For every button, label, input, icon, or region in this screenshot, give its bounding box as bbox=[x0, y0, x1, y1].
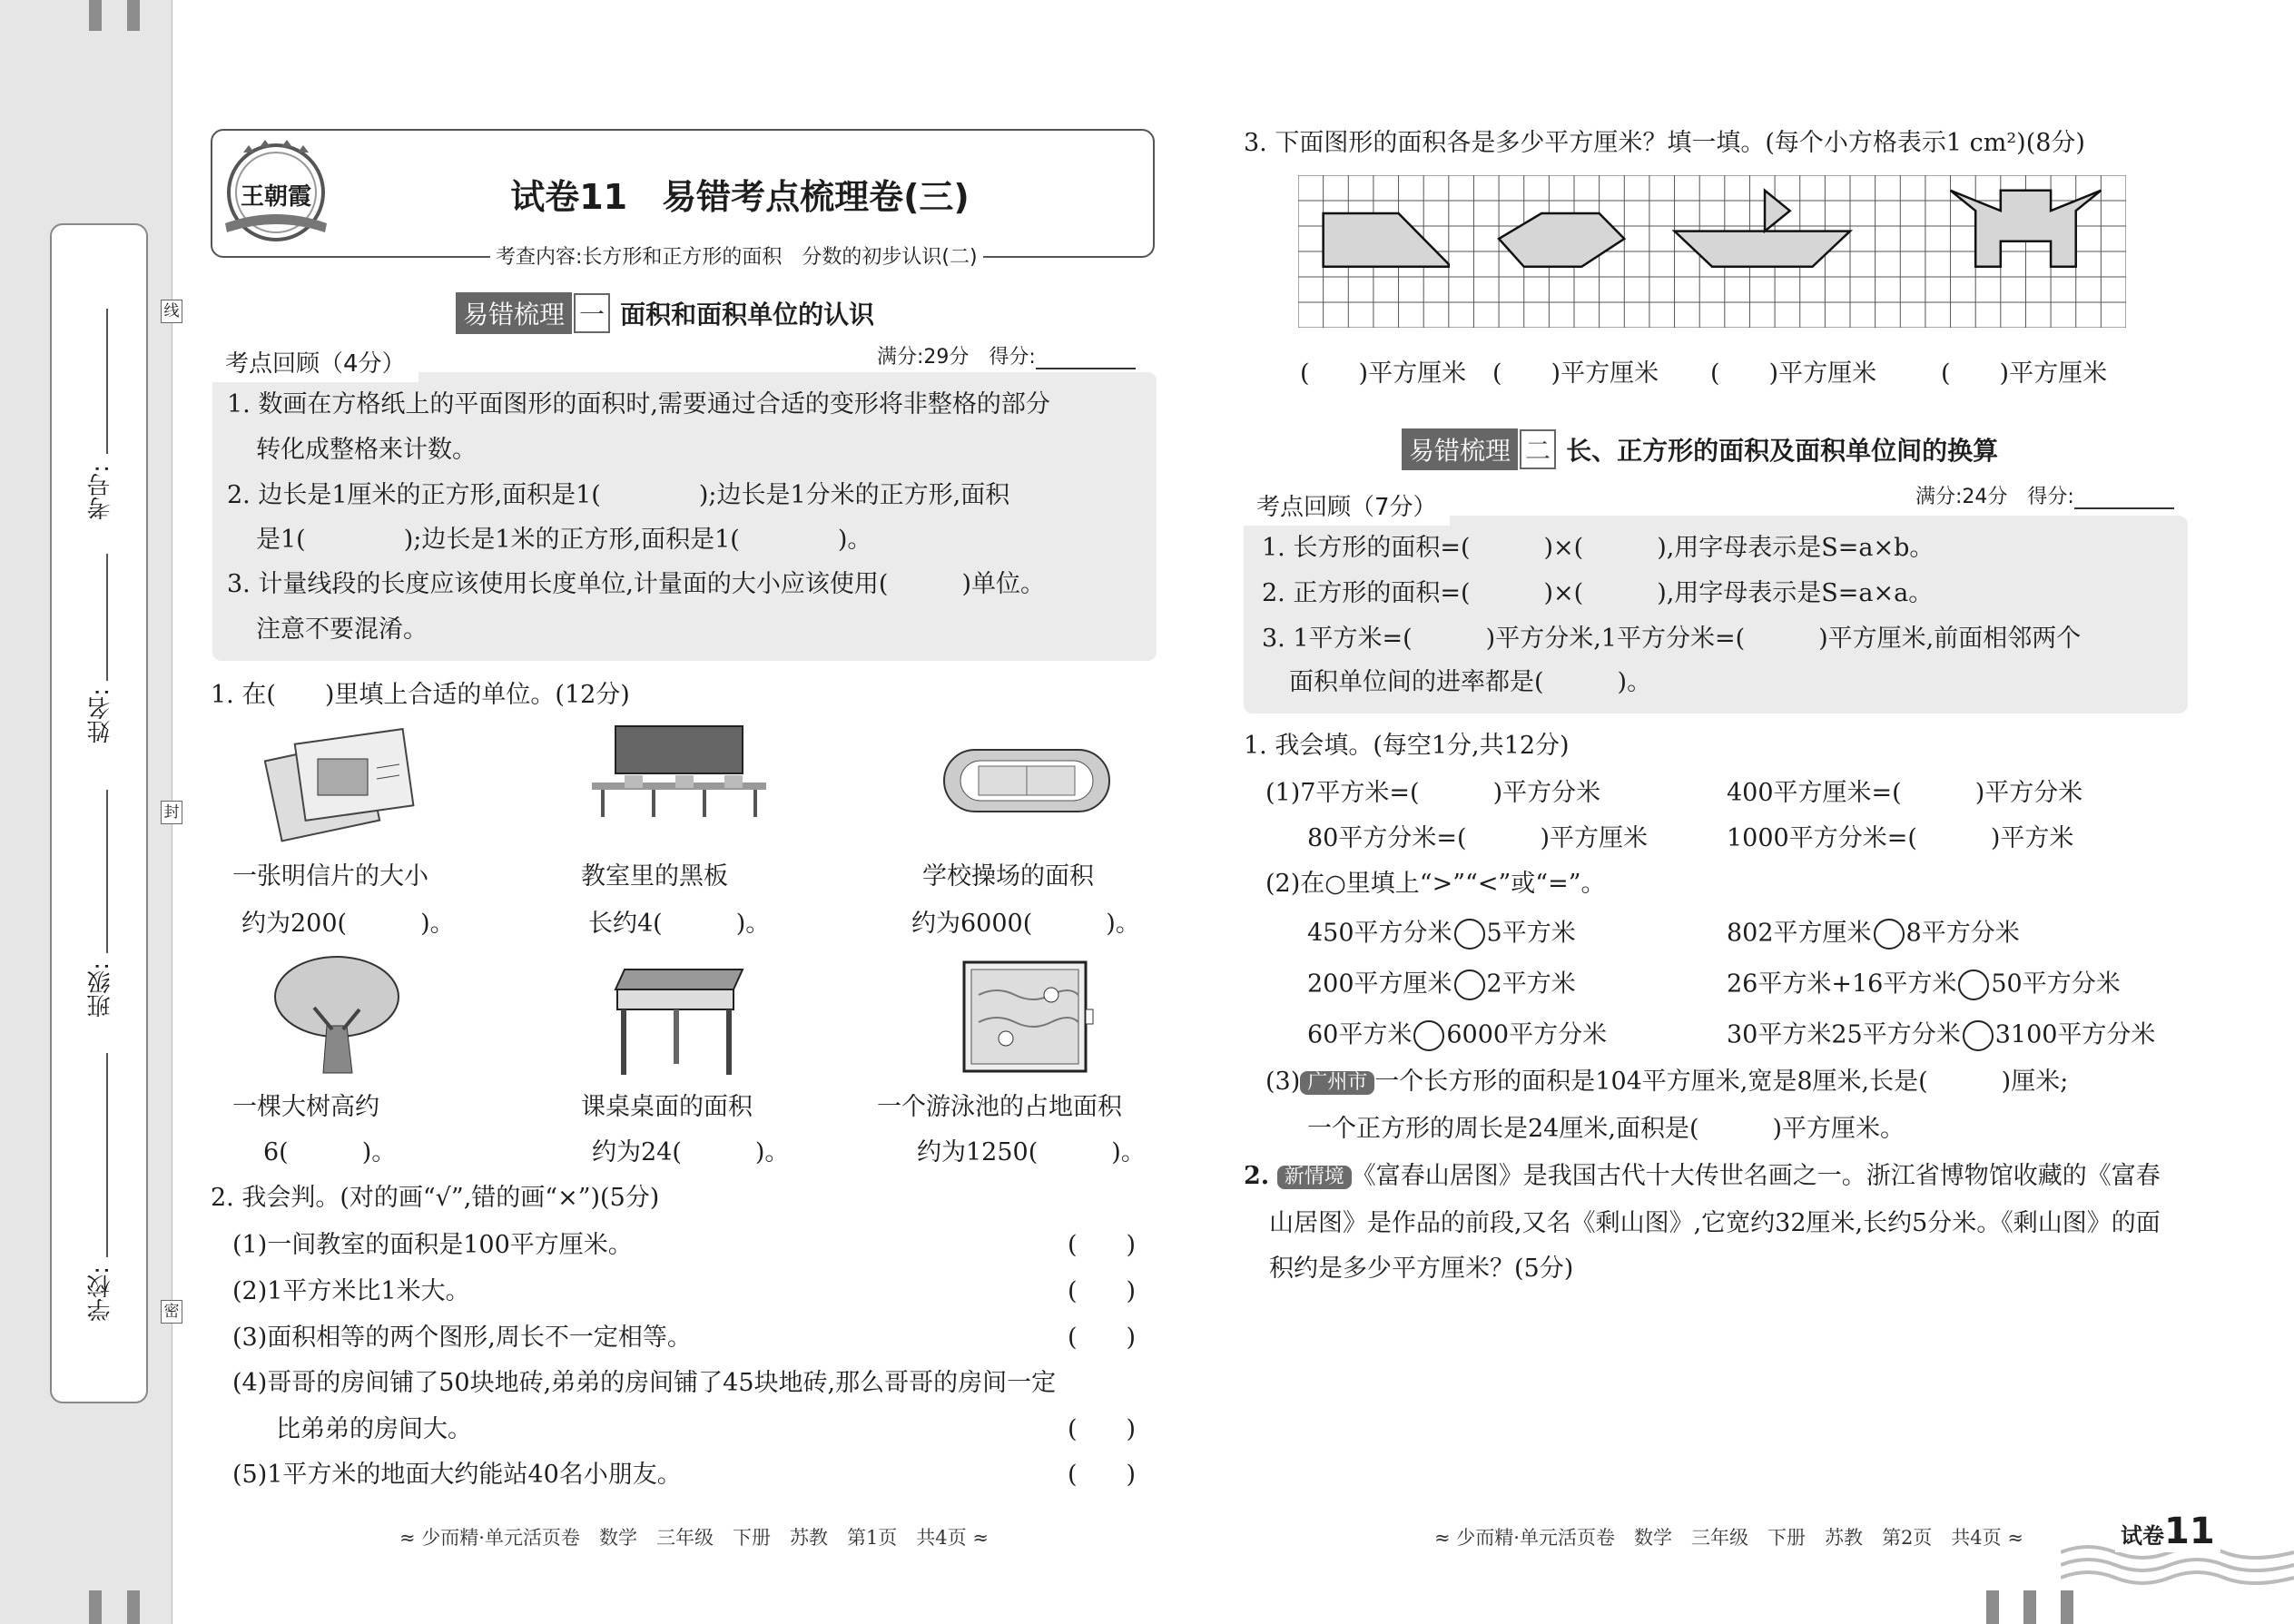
q2-answer-1[interactable]: ( ) bbox=[1068, 1231, 1137, 1259]
s1-point-2b: 是1( );边长是1米的正方形,面积是1( )。 bbox=[256, 526, 872, 554]
r2-line1 bbox=[1244, 1164, 2161, 1189]
student-info-box bbox=[50, 223, 148, 1403]
seal-mark-feng: 封 bbox=[161, 801, 182, 824]
s1-point-1b: 转化成整格来计数。 bbox=[256, 436, 477, 464]
q2-item-2: (2)1平方米比1米大。 bbox=[232, 1277, 470, 1305]
section1-score-field[interactable] bbox=[1036, 346, 1136, 369]
section1-tag: 易错梳理 bbox=[456, 292, 572, 334]
corner-page-label bbox=[2115, 1511, 2220, 1552]
q1-item2-line2[interactable]: 长约4( )。 bbox=[588, 910, 771, 938]
compare-row-1-left bbox=[1307, 919, 1576, 950]
compare-1-right-b: 8平方分米 bbox=[1905, 919, 2020, 948]
s1-point-1a: 1. 数画在方格纸上的平面图形的面积时,需要通过合适的变形将非整格的部分 bbox=[227, 390, 1050, 418]
register-mark bbox=[127, 0, 140, 31]
compare-1-left-b: 5平方米 bbox=[1486, 919, 1576, 948]
exam-number-label: 考号: bbox=[87, 465, 114, 520]
r1-compare-title: (2)在○里填上“>”“<”或“=”。 bbox=[1265, 870, 1606, 898]
postcard-icon bbox=[263, 723, 418, 850]
blackboard-icon bbox=[588, 723, 770, 822]
compare-1-right-a: 802平方厘米 bbox=[1727, 919, 1872, 948]
r1-part3-line1 bbox=[1265, 1069, 2068, 1095]
register-mark bbox=[1986, 1590, 1999, 1624]
class-label: 班级: bbox=[87, 962, 114, 1018]
section1-title: 面积和面积单位的认识 bbox=[620, 300, 875, 330]
compare-2-right-b: 50平方分米 bbox=[1991, 969, 2121, 999]
s1-point-2a: 2. 边长是1厘米的正方形,面积是1( );边长是1分米的正方形,面积 bbox=[227, 481, 1010, 509]
q1-item4-line1: 一棵大树高约 bbox=[232, 1093, 379, 1121]
register-mark bbox=[89, 1590, 102, 1624]
q1-item5-line1: 课桌桌面的面积 bbox=[581, 1093, 753, 1121]
grid-paper bbox=[1298, 175, 2126, 328]
section1-review-label: 考点回顾（4分） bbox=[212, 341, 418, 382]
r1-part3-line2[interactable]: 一个正方形的周长是24厘米,面积是( )平方厘米。 bbox=[1307, 1115, 1905, 1143]
shape-sail bbox=[1765, 191, 1790, 231]
register-mark bbox=[2023, 1590, 2036, 1624]
q3-answer-1[interactable]: ( )平方厘米 bbox=[1300, 359, 1467, 388]
school-label: 学校: bbox=[87, 1266, 114, 1322]
compare-row-2-right bbox=[1727, 969, 2121, 1000]
r2-text1: 《富春山居图》是我国古代十大传世名画之一。浙江省博物馆收藏的《富春 bbox=[1351, 1162, 2161, 1190]
compare-3-right-a: 30平方米25平方分米 bbox=[1727, 1020, 1961, 1049]
section2-score bbox=[1915, 481, 2174, 509]
compare-row-1-right bbox=[1727, 919, 2020, 950]
register-mark bbox=[89, 0, 102, 31]
compare-2-left-a: 200平方厘米 bbox=[1307, 969, 1452, 999]
s2-point-1: 1. 长方形的面积=( )×( ),用字母表示是S=a×b。 bbox=[1262, 534, 1935, 562]
compare-circle-3[interactable] bbox=[1454, 969, 1485, 1000]
section1-score-text: 满分:29分 得分: bbox=[877, 346, 1036, 369]
compare-row-3-right bbox=[1727, 1020, 2155, 1051]
r2-line2: 山居图》是作品的前段,又名《剩山图》,它宽约32厘米,长约5分米。《剩山图》的面 bbox=[1269, 1209, 2161, 1237]
exam-scope: 考查内容:长方形和正方形的面积 分数的初步认识(二) bbox=[490, 241, 983, 270]
compare-3-right-b: 3100平方分米 bbox=[1994, 1020, 2156, 1049]
name-field[interactable] bbox=[106, 554, 108, 681]
compare-3-left-b: 6000平方分米 bbox=[1446, 1020, 1608, 1049]
school-field[interactable] bbox=[106, 1053, 108, 1257]
q2-answer-4[interactable]: ( ) bbox=[1068, 1415, 1137, 1443]
q3-answer-2[interactable]: ( )平方厘米 bbox=[1492, 359, 1659, 388]
footer-right: ≈ 少而精·单元活页卷 数学 三年级 下册 苏教 第2页 共4页 ≈ bbox=[1434, 1527, 2023, 1549]
s2-point-3a: 3. 1平方米=( )平方分米,1平方分米=( )平方厘米,前面相邻两个 bbox=[1262, 625, 2082, 653]
q1-item4-line2[interactable]: 6( )。 bbox=[263, 1138, 397, 1166]
q2-item-4a: (4)哥哥的房间铺了50块地砖,弟弟的房间铺了45块地砖,那么哥哥的房间一定 bbox=[232, 1369, 1057, 1397]
s2-point-3b: 面积单位间的进率都是( )。 bbox=[1289, 668, 1652, 696]
exam-number-field[interactable] bbox=[106, 309, 108, 454]
section2-score-field[interactable] bbox=[2074, 486, 2174, 509]
compare-row-3-left bbox=[1307, 1020, 1607, 1051]
r1-fill-1[interactable]: (1)7平方米=( )平方分米 bbox=[1265, 779, 1601, 807]
q2-item-3: (3)面积相等的两个图形,周长不一定相等。 bbox=[232, 1324, 692, 1352]
q1-item1-line1: 一张明信片的大小 bbox=[232, 862, 428, 891]
r1-part3-prefix: (3) bbox=[1265, 1068, 1301, 1096]
q2-item-1: (1)一间教室的面积是100平方厘米。 bbox=[232, 1231, 633, 1259]
q2-answer-5[interactable]: ( ) bbox=[1068, 1461, 1137, 1489]
q2-title: 2. 我会判。(对的画“√”,错的画“×”)(5分) bbox=[211, 1184, 660, 1212]
corner-number: 11 bbox=[2164, 1511, 2215, 1552]
r1-title: 1. 我会填。(每空1分,共12分) bbox=[1244, 732, 1570, 760]
section2-heading bbox=[1402, 428, 1998, 470]
r2-prefix: 2. bbox=[1244, 1162, 1270, 1190]
class-field[interactable] bbox=[106, 790, 108, 953]
brand-logo bbox=[218, 136, 334, 247]
playground-icon bbox=[940, 744, 1113, 817]
register-mark bbox=[2061, 1590, 2073, 1624]
shape-boat bbox=[1675, 231, 1850, 267]
r1-fill-3[interactable]: 80平方分米=( )平方厘米 bbox=[1307, 824, 1649, 852]
r1-fill-2[interactable]: 400平方厘米=( )平方分米 bbox=[1727, 779, 2083, 807]
s1-point-3a: 3. 计量线段的长度应该使用长度单位,计量面的大小应该使用( )单位。 bbox=[227, 570, 1045, 598]
seal-mark-mi: 密 bbox=[161, 1300, 182, 1324]
s2-point-2: 2. 正方形的面积=( )×( ),用字母表示是S=a×a。 bbox=[1262, 579, 1934, 607]
compare-circle-6[interactable] bbox=[1963, 1020, 1994, 1051]
compare-2-left-b: 2平方米 bbox=[1486, 969, 1576, 999]
q2-answer-2[interactable]: ( ) bbox=[1068, 1277, 1137, 1305]
section2-tag: 易错梳理 bbox=[1402, 428, 1518, 470]
compare-1-left-a: 450平方分米 bbox=[1307, 919, 1452, 948]
q2-item-4b: 比弟弟的房间大。 bbox=[276, 1415, 472, 1443]
q1-title: 1. 在( )里填上合适的单位。(12分) bbox=[211, 681, 630, 709]
page-title: 试卷11 易错考点梳理卷(三) bbox=[510, 177, 970, 217]
section1-score bbox=[877, 341, 1136, 369]
corner-label: 试卷 bbox=[2121, 1523, 2164, 1549]
footer-left: ≈ 少而精·单元活页卷 数学 三年级 下册 苏教 第1页 共4页 ≈ bbox=[399, 1527, 989, 1549]
compare-circle-1[interactable] bbox=[1454, 919, 1485, 950]
q3-title: 3. 下面图形的面积各是多少平方厘米？填一填。(每个小方格表示1 cm²)(8分) bbox=[1244, 129, 2085, 157]
s1-point-3b: 注意不要混淆。 bbox=[256, 615, 428, 644]
logo-text: 王朝霞 bbox=[240, 183, 311, 211]
compare-2-right-a: 26平方米+16平方米 bbox=[1727, 969, 1957, 999]
q1-item2-line1: 教室里的黑板 bbox=[581, 862, 728, 891]
r1-fill-4[interactable]: 1000平方分米=( )平方米 bbox=[1727, 824, 2074, 852]
pool-icon bbox=[960, 959, 1097, 1077]
shape-hexagon bbox=[1499, 213, 1624, 267]
section2-title: 长、正方形的面积及面积单位间的换算 bbox=[1566, 436, 1999, 466]
shape-trapezoid bbox=[1324, 213, 1449, 267]
compare-circle-5[interactable] bbox=[1413, 1020, 1444, 1051]
q1-item5-line2[interactable]: 约为24( )。 bbox=[592, 1138, 790, 1166]
compare-circle-2[interactable] bbox=[1874, 919, 1905, 950]
section1-tag-num: 一 bbox=[574, 293, 610, 333]
q3-grid bbox=[1298, 175, 2126, 328]
register-mark bbox=[127, 1590, 140, 1624]
q1-item3-line2[interactable]: 约为6000( )。 bbox=[911, 910, 1140, 938]
section2-tag-num: 二 bbox=[1520, 429, 1556, 469]
q2-answer-3[interactable]: ( ) bbox=[1068, 1324, 1137, 1352]
q1-item6-line2[interactable]: 约为1250( )。 bbox=[917, 1138, 1146, 1166]
q3-answer-4[interactable]: ( )平方厘米 bbox=[1941, 359, 2108, 388]
q1-item1-line2[interactable]: 约为200( )。 bbox=[241, 910, 455, 938]
section1-heading bbox=[456, 292, 874, 334]
section2-score-text: 满分:24分 得分: bbox=[1915, 486, 2074, 508]
q1-item3-line1: 学校操场的面积 bbox=[922, 862, 1094, 891]
section2-review-label: 考点回顾（7分） bbox=[1244, 485, 1450, 526]
seal-mark-xian: 线 bbox=[161, 300, 182, 323]
region-badge-guangzhou: 广州市 bbox=[1300, 1071, 1374, 1095]
q2-item-5: (5)1平方米的地面大约能站40名小朋友。 bbox=[232, 1461, 682, 1489]
q1-item6-line1: 一个游泳池的占地面积 bbox=[877, 1093, 1122, 1121]
desk-icon bbox=[606, 962, 752, 1080]
q3-answer-3[interactable]: ( )平方厘米 bbox=[1710, 359, 1877, 388]
tree-icon bbox=[269, 953, 405, 1080]
compare-row-2-left bbox=[1307, 969, 1576, 1000]
compare-3-left-a: 60平方米 bbox=[1307, 1020, 1413, 1049]
r2-line3: 积约是多少平方厘米？(5分) bbox=[1269, 1255, 1574, 1283]
r1-part3-text1[interactable]: 一个长方形的面积是104平方厘米,宽是8厘米,长是( )厘米; bbox=[1374, 1068, 2069, 1096]
name-label: 姓名: bbox=[87, 688, 114, 743]
compare-circle-4[interactable] bbox=[1958, 969, 1989, 1000]
new-context-badge: 新情境 bbox=[1277, 1166, 1352, 1189]
